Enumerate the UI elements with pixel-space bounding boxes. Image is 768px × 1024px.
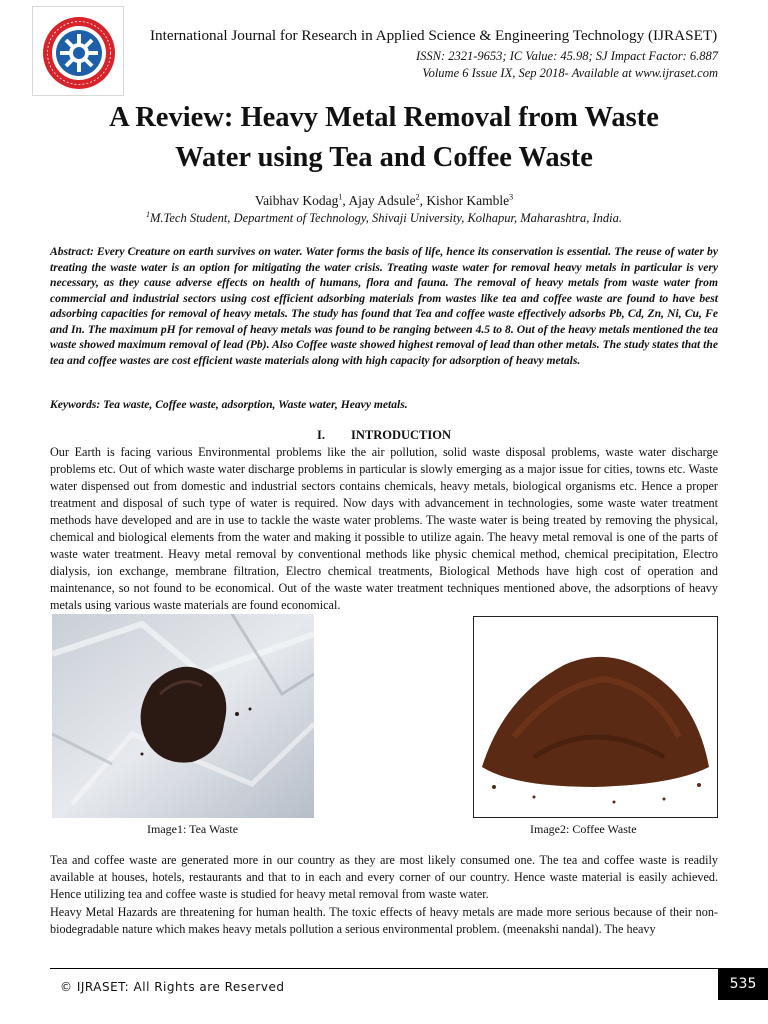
journal-name: International Journal for Research in Applied Science & Engineering Technology (IJRASET) [150, 27, 718, 44]
paper-title [40, 98, 728, 178]
authors [0, 193, 768, 209]
affiliation [0, 211, 768, 226]
footer-divider [50, 968, 718, 969]
section-number: I. [316, 428, 325, 442]
image1-caption: Image1: Tea Waste [147, 822, 239, 836]
intro-paragraph-1: Our Earth is facing various Environmental problems like the air pollution, solid waste disposal problems, waste water discharge problems etc. Out of which waste water discharge problems in particular is slowly emerging as a major issue for cities, towns etc. Waste water dispensed out from domestic and industrial sectors contains chemicals, heavy metals, biological organisms etc. Hence a proper treatment and disposal of such type of water is required. Now days with advancement in technologies, some waste water treatment methods have developed and are in use to tackle the waste water problems. The waste water is being treated by removing the physical, chemical and biological elements from the water and making it possible to utilize again. The heavy metal removal is one of the parts of waste water treatment. Heavy metal removal by conventional methods like physic chemical method, chemical precipitation, Electro dialysis, ion exchange, membrane filtration, Electro chemical treatments, Biological Methods have high cost of operation and maintenance, so not found to be economical. Out of the waste water treatment techniques mentioned above, the adsorptions of heavy metals using various waste materials are found economical. [50, 445, 718, 613]
affiliation-text: M.Tech Student, Department of Technology, Shivaji University, Kolhapur, Maharashtra, India. [150, 211, 622, 225]
author-3: Kishor Kamble [426, 193, 510, 208]
footer-copyright: © IJRASET: All Rights are Reserved [60, 980, 285, 994]
image2-caption: Image2: Coffee Waste [530, 822, 637, 836]
keywords: Keywords: Tea waste, Coffee waste, adsorption, Waste water, Heavy metals. [50, 398, 408, 411]
tea-waste-photo [52, 614, 314, 818]
author-3-sup: 3 [509, 192, 514, 202]
section-title: INTRODUCTION [350, 428, 451, 442]
affiliation-sup: 1 [146, 209, 150, 219]
author-1: Vaibhav Kodag [254, 193, 339, 208]
tea-waste-image [52, 614, 314, 818]
author-2: Ajay Adsule [348, 193, 416, 208]
abstract: Abstract: Every Creature on earth survives on water. Water forms the basis of life, hence its conservation is essential. The reuse of water by treating the waste water is an option for mitigating the water crisis. Treating waste water for removal heavy metals in particular is very necessary, as they cause adverse effects on health of humans, flora and fauna. The removal of heavy metals from waste water from commercial and industrial sectors using cost efficient adsorbing materials from wastes like tea and coffee waste are found to have best adsorbing capacities for removal of heavy metals. The study has found that Tea and coffee waste effectively adsorbs Pb, Cd, Zn, Ni, Cu, Fe and In. The maximum pH for removal of heavy metals was found to be ranging between 4.5 to 8. Out of the heavy metals mentioned the tea waste showed maximum removal of lead (Pb). Also Coffee waste showed highest removal of lead than other metals. The study states that the tea and coffee wastes are cost efficient waste materials along with high capacity for adsorption of heavy metals. [50, 245, 718, 367]
journal-logo [32, 6, 124, 96]
author-separator: , [342, 193, 349, 208]
page-number: 535 [718, 968, 768, 1000]
volume-line: Volume 6 Issue IX, Sep 2018- Available at www.ijraset.com [422, 66, 718, 80]
coffee-waste-photo [474, 617, 717, 817]
intro-paragraph-2: Tea and coffee waste are generated more in our country as they are most likely consumed one. The tea and coffee waste is readily available at houses, hotels, restaurants and that to in each and every corner of our country. Hence waste material is easily achieved. Hence utilizing tea and coffee waste is studied for heavy metal removal from waste water. [50, 853, 718, 902]
author-2-sup: 2 [415, 192, 420, 202]
section-heading [0, 428, 768, 443]
journal-seal-icon [41, 15, 117, 91]
author-1-sup: 1 [338, 192, 343, 202]
journal-meta [416, 48, 718, 82]
author-separator: , [419, 193, 427, 208]
title-line-2: Water using Tea and Coffee Waste [175, 142, 593, 173]
intro-paragraph-3: Heavy Metal Hazards are threatening for human health. The toxic effects of heavy metals are made more serious because of their non-biodegradable nature which makes heavy metals pollution a serious environmental problem. (meenakshi nandal). The heavy [50, 905, 718, 937]
coffee-waste-image [473, 616, 718, 818]
title-line-1: A Review: Heavy Metal Removal from Waste [109, 102, 659, 133]
issn-line: ISSN: 2321-9653; IC Value: 45.98; SJ Impact Factor: 6.887 [415, 49, 718, 63]
